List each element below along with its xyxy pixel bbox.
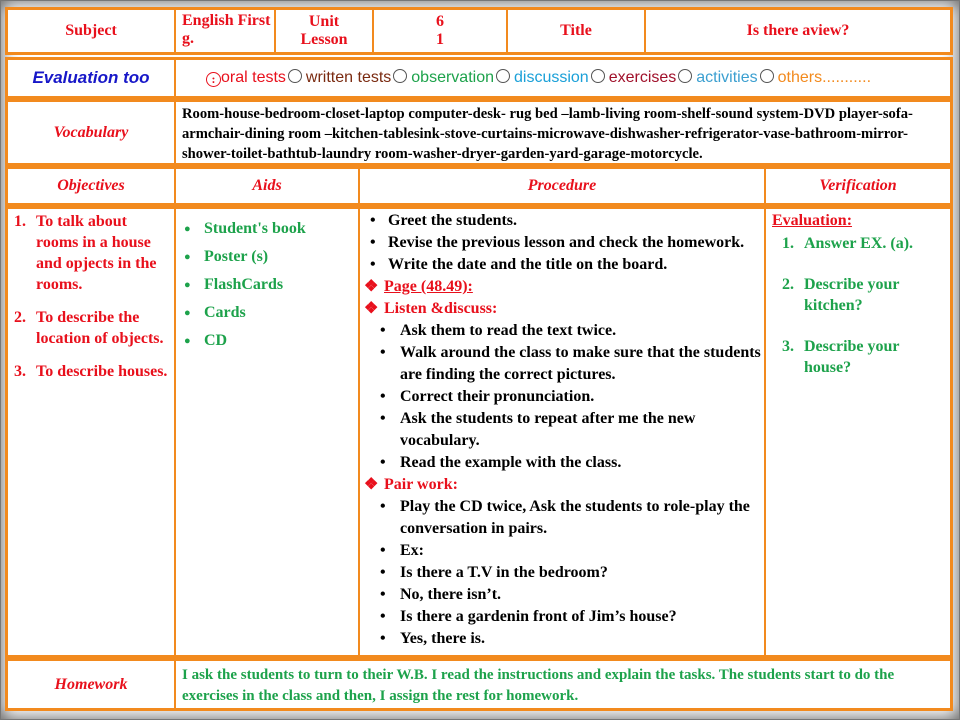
- diamond-icon: ❖: [364, 300, 379, 317]
- evaluation-option: [411, 69, 510, 87]
- subject-label: Subject: [8, 10, 176, 52]
- unit-value: 6: [436, 13, 444, 30]
- title-value: Is there aview?: [746, 22, 850, 39]
- radio-circle[interactable]: [591, 69, 605, 83]
- body-row: [5, 206, 953, 658]
- evaluation-option: [514, 69, 605, 87]
- verification-item: [776, 233, 946, 254]
- listen-heading-text: Listen &discuss:: [384, 300, 498, 317]
- pair-heading-text: Pair work:: [384, 476, 458, 493]
- radio-circle[interactable]: [288, 69, 302, 83]
- selected-mark: :: [211, 72, 216, 86]
- objective-number: 3.: [14, 363, 26, 380]
- verification-column: [766, 209, 950, 655]
- procedure-heading: Procedure: [360, 169, 766, 203]
- procedure-item: • Ask the students to repeat after me the new vocabulary.: [360, 408, 764, 452]
- evaluation-label: Evaluation too: [8, 60, 176, 96]
- radio-circle[interactable]: [496, 69, 510, 83]
- page-heading-text: Page (48.49):: [384, 278, 473, 295]
- verification-list: [766, 233, 950, 378]
- procedure-item: • Play the CD twice, Ask the students to role-play the conversation in pairs.: [360, 496, 764, 540]
- diamond-icon: ❖: [364, 278, 379, 295]
- evaluation-option-label: activities: [696, 69, 758, 86]
- evaluation-option-label: discussion: [514, 69, 589, 86]
- aid-item: [180, 215, 358, 243]
- lesson-value: 1: [436, 31, 444, 48]
- procedure-item: • Yes, there is.: [360, 628, 764, 650]
- homework-label: Homework: [8, 661, 176, 708]
- page-heading: [360, 276, 764, 298]
- objective-item: [14, 307, 170, 349]
- procedure-item: • Write the date and the title on the board.: [360, 254, 764, 276]
- aid-label: Student's book: [204, 220, 306, 237]
- verification-text: Describe your house?: [804, 338, 900, 376]
- procedure-item: • No, there isn’t.: [360, 584, 764, 606]
- listen-heading: [360, 298, 764, 320]
- procedure-intro-list: [360, 209, 764, 276]
- aid-label: Poster (s): [204, 248, 269, 265]
- aid-label: CD: [204, 332, 228, 349]
- bullet-icon: ●: [184, 335, 191, 347]
- homework-text: I ask the students to turn to their W.B. I read the instructions and explain the tasks. The students start to do the exercises in the class and then, I assign the rest for homework.: [182, 667, 895, 704]
- aid-item: [180, 243, 358, 271]
- aid-item: [180, 327, 358, 355]
- evaluation-option-label: exercises: [608, 69, 677, 86]
- aids-column: [176, 209, 360, 655]
- objective-text: To describe the location of objects.: [36, 309, 164, 347]
- radio-circle[interactable]: [678, 69, 692, 83]
- aids-heading: Aids: [176, 169, 360, 203]
- bullet-icon: ●: [184, 223, 191, 235]
- procedure-column: [360, 209, 766, 655]
- pair-heading: [360, 474, 764, 496]
- verification-item: [776, 336, 946, 378]
- bullet-icon: ●: [184, 251, 191, 263]
- procedure-item: • Correct their pronunciation.: [360, 386, 764, 408]
- vocabulary-row: [5, 99, 953, 166]
- bullet-icon: ●: [184, 279, 191, 291]
- aid-label: Cards: [204, 304, 246, 321]
- objective-number: 1.: [14, 213, 26, 230]
- lesson-label: Lesson: [300, 31, 348, 48]
- objective-text: To describe houses.: [36, 363, 168, 380]
- verification-item: [776, 274, 946, 316]
- verification-heading-text: Evaluation:: [772, 212, 853, 229]
- verification-text: Describe your kitchen?: [804, 276, 900, 314]
- verification-heading: Verification: [819, 177, 897, 194]
- radio-circle[interactable]: [393, 69, 407, 83]
- evaluation-option-label: others...........: [777, 69, 872, 86]
- bullet-icon: ●: [184, 307, 191, 319]
- aid-item: [180, 299, 358, 327]
- procedure-item: • Is there a gardenin front of Jim’s house?: [360, 606, 764, 628]
- listen-list: [360, 320, 764, 474]
- pair-list: [360, 496, 764, 650]
- unit-lesson-values: [374, 10, 508, 52]
- homework-row: [5, 658, 953, 711]
- objective-item: [14, 361, 170, 382]
- procedure-item: • Walk around the class to make sure that the students are finding the correct pictures.: [360, 342, 764, 386]
- column-headings-row: [5, 166, 953, 206]
- aid-label: FlashCards: [204, 276, 284, 293]
- evaluation-option: [306, 69, 407, 87]
- header-row: [5, 7, 953, 55]
- evaluation-option: [221, 69, 302, 87]
- vocabulary-label: Vocabulary: [8, 102, 176, 163]
- procedure-item: • Ask them to read the text twice.: [360, 320, 764, 342]
- vocabulary-text: Room-house-bedroom-closet-laptop computer-desk- rug bed –lamb-living room-shelf-sound system-DVD player-sofa-armchair-dining room –kitchen-tablesink-stove-curtains-microwave-dishwasher-refrigerator-vase-bathroom-mirror-shower-toilet-bathtub-laundry room-washer-dryer-garden-yard-garage-motorcycle.: [182, 106, 913, 162]
- objective-text: To talk about rooms in a house and opjects in the rooms.: [36, 213, 157, 293]
- objectives-column: [8, 209, 176, 655]
- unit-lesson-labels: [276, 10, 374, 52]
- procedure-item: • Ex:: [360, 540, 764, 562]
- aids-list: [176, 209, 358, 355]
- procedure-item: • Read the example with the class.: [360, 452, 764, 474]
- evaluation-option-label: oral tests: [221, 69, 286, 86]
- objectives-list: [8, 209, 174, 382]
- verification-text: Answer EX. (a).: [804, 235, 914, 252]
- evaluation-option-label: observation: [411, 69, 494, 86]
- aid-item: [180, 271, 358, 299]
- selected-radio-circle[interactable]: [206, 72, 221, 87]
- evaluation-items: [221, 69, 875, 86]
- evaluation-option-label: written tests: [305, 69, 392, 86]
- verification-number: 3.: [782, 338, 794, 355]
- verification-number: 2.: [782, 276, 794, 293]
- objective-number: 2.: [14, 309, 26, 326]
- evaluation-row: [5, 57, 953, 99]
- subject-value: English First g.: [176, 10, 276, 52]
- diamond-icon: ❖: [364, 476, 379, 493]
- objectives-heading: Objectives: [8, 169, 176, 203]
- radio-circle[interactable]: [760, 69, 774, 83]
- objective-item: [14, 211, 170, 295]
- evaluation-option: [696, 69, 773, 87]
- verification-number: 1.: [782, 235, 794, 252]
- evaluation-options: [204, 69, 948, 87]
- procedure-item: • Is there a T.V in the bedroom?: [360, 562, 764, 584]
- procedure-item: • Greet the students.: [360, 210, 764, 232]
- procedure-item: • Revise the previous lesson and check the homework.: [360, 232, 764, 254]
- title-label: Title: [508, 10, 646, 52]
- evaluation-option: [609, 69, 693, 87]
- evaluation-option: [778, 69, 871, 87]
- unit-label: Unit: [308, 13, 340, 30]
